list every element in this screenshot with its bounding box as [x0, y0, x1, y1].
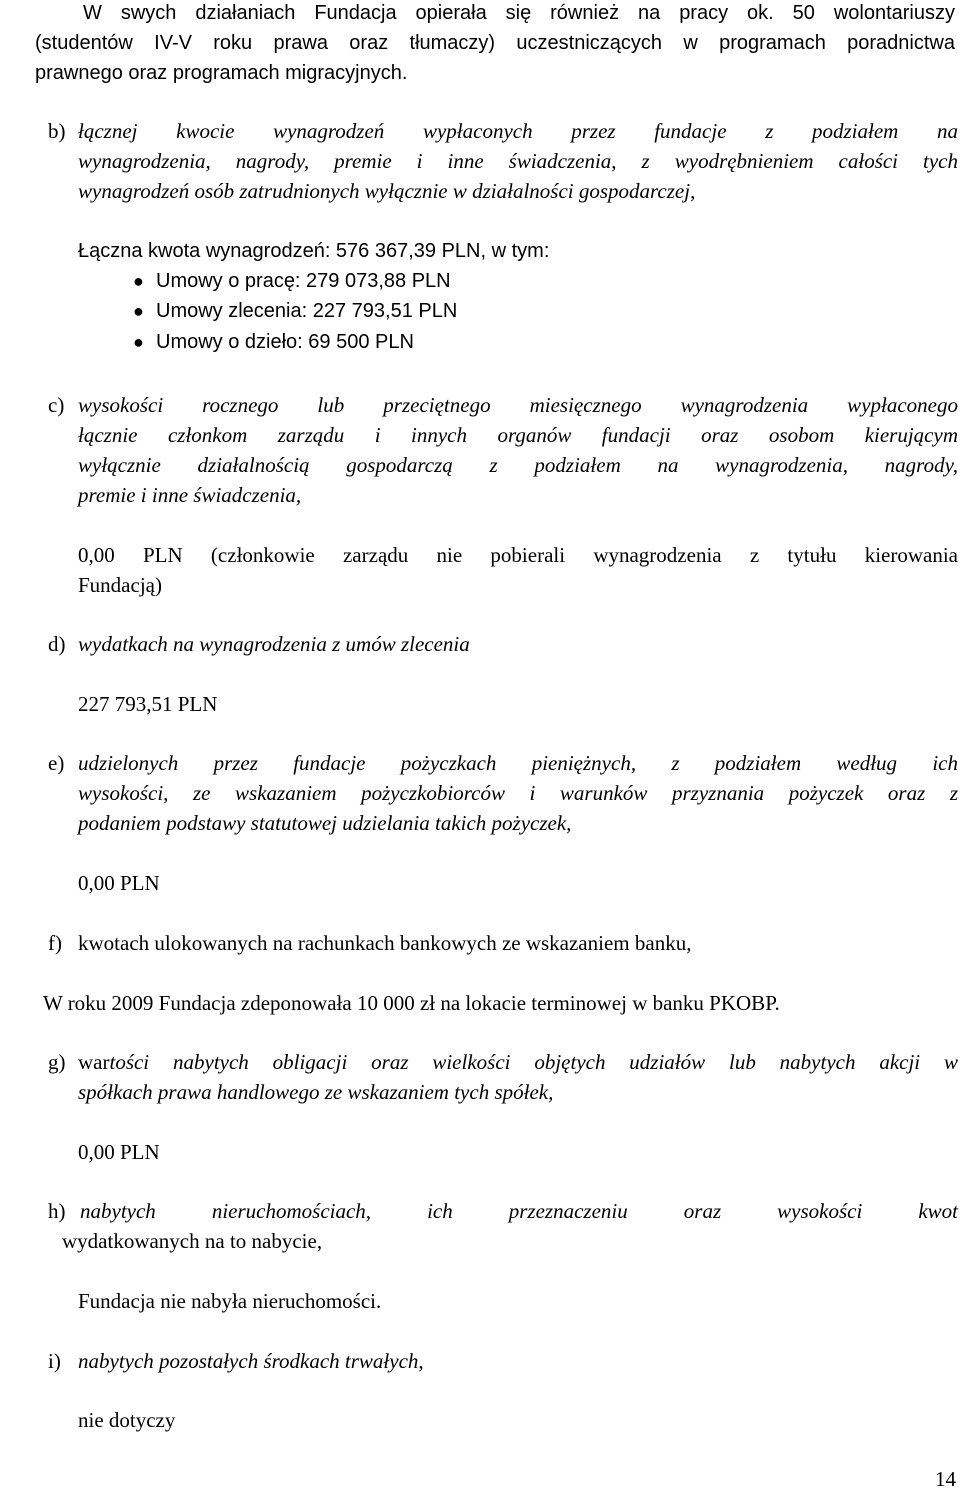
list-item: Umowy o pracę: 279 073,88 PLN [156, 270, 451, 292]
section-heading [78, 748, 958, 838]
heading-line: spółkach prawa handlowego ze wskazaniem tych spółek, [78, 1080, 554, 1104]
section-label: i) [48, 1349, 61, 1373]
heading-line: łącznie członkom zarządu i innych organów fundacji oraz osobom kierującym [78, 423, 958, 447]
list-item: Umowy zlecenia: 227 793,51 PLN [156, 300, 458, 322]
heading-line: wysokości, ze wskazaniem pożyczkobiorców i warunków przyznania pożyczek oraz z [78, 781, 958, 805]
intro-line: prawnego oraz programach migracyjnych. [35, 62, 408, 84]
heading-line [78, 1047, 958, 1077]
intro-line: (studentów IV-V roku prawa oraz tłumaczy) uczestniczących w programach poradnictwa [35, 32, 955, 54]
section-label: g) [48, 1050, 66, 1074]
heading-line: nabytych nieruchomościach, ich przeznaczeniu oraz wysokości kwot [80, 1199, 958, 1223]
heading-text-italic: tości nabytych obligacji oraz wielkości objętych udziałów lub nabytych akcji w [109, 1050, 958, 1074]
heading-line: wynagrodzenia, nagrody, premie i inne świadczenia, z wyodrębnieniem całości tych [78, 149, 958, 173]
section-label: h) [48, 1199, 66, 1223]
section-label: e) [48, 751, 65, 775]
bullet-icon: ● [133, 332, 144, 352]
heading-line: udzielonych przez fundacje pożyczkach pieniężnych, z podziałem według ich [78, 751, 958, 775]
section-heading [78, 1047, 958, 1107]
section-answer: W roku 2009 Fundacja zdeponowała 10 000 zł na lokacie terminowej w banku PKOBP. [43, 991, 780, 1015]
heading-text-plain: war [78, 1050, 110, 1074]
section-label: d) [48, 632, 66, 656]
heading-line: wysokości rocznego lub przeciętnego miesięcznego wynagrodzenia wypłaconego [78, 393, 958, 417]
section-label: c) [48, 393, 65, 417]
page-number: 14 [935, 1467, 956, 1491]
intro-paragraph [35, 0, 955, 88]
section-heading: nabytych pozostałych środkach trwałych, [78, 1349, 424, 1373]
section-answer: nie dotyczy [78, 1408, 176, 1432]
section-heading [78, 116, 958, 206]
section-heading: kwotach ulokowanych na rachunkach bankowych ze wskazaniem banku, [78, 931, 692, 955]
section-label: b) [48, 119, 66, 143]
section-answer: 0,00 PLN [78, 871, 160, 895]
section-label: f) [48, 931, 62, 955]
heading-line: premie i inne świadczenia, [78, 483, 302, 507]
heading-line: wyłącznie działalnością gospodarczą z podziałem na wynagrodzenia, nagrody, [78, 453, 958, 477]
section-heading [78, 390, 958, 510]
section-answer: 227 793,51 PLN [78, 692, 218, 716]
heading-line: wynagrodzeń osób zatrudnionych wyłącznie w działalności gospodarczej, [78, 179, 696, 203]
heading-line: podaniem podstawy statutowej udzielania takich pożyczek, [78, 811, 572, 835]
section-answer [78, 540, 958, 600]
bullet-icon: ● [133, 271, 144, 291]
heading-line: wydatkowanych na to nabycie, [62, 1229, 323, 1253]
answer-line: Fundacją) [78, 573, 162, 597]
heading-line: łącznej kwocie wynagrodzeń wypłaconych przez fundacje z podziałem na [78, 119, 958, 143]
bullet-icon: ● [133, 301, 144, 321]
total-salary: Łączna kwota wynagrodzeń: 576 367,39 PLN, w tym: [78, 240, 550, 262]
answer-line: 0,00 PLN (członkowie zarządu nie pobierali wynagrodzenia z tytułu kierowania [78, 543, 958, 567]
intro-line: W swych działaniach Fundacja opierała się również na pracy ok. 50 wolontariuszy [83, 2, 955, 24]
section-answer: 0,00 PLN [78, 1140, 160, 1164]
section-answer: Fundacja nie nabyła nieruchomości. [78, 1289, 382, 1313]
list-item: Umowy o dzieło: 69 500 PLN [156, 331, 414, 353]
section-heading: wydatkach na wynagrodzenia z umów zlecenia [78, 632, 470, 656]
